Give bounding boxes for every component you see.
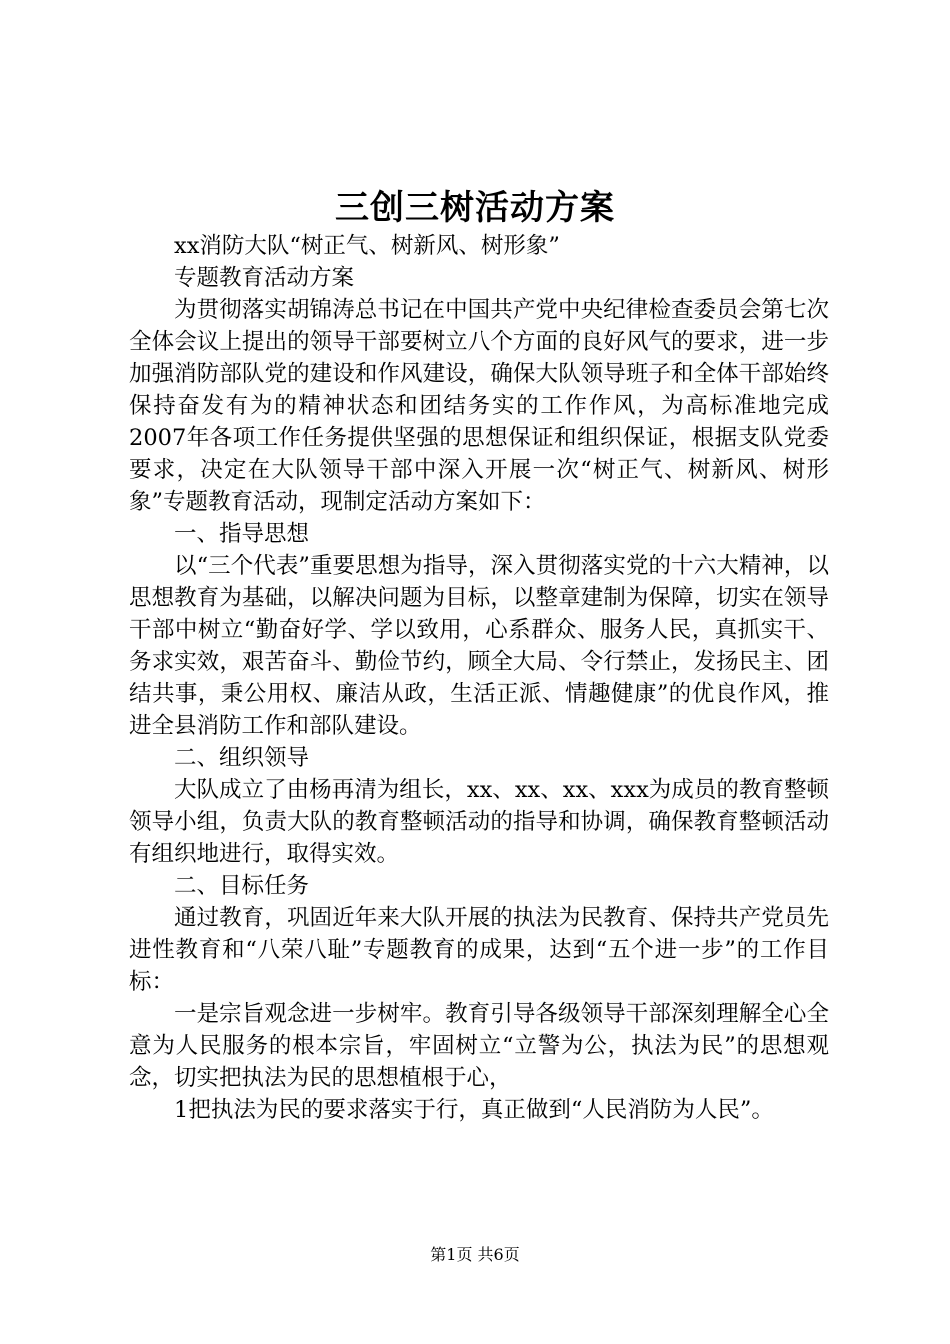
subtitle-line-2: 专题教育活动方案 (174, 265, 355, 291)
goal-one-continuation: 1把执法为民的要求落实于行，真正做到“人民消防为人民”。 (174, 1097, 774, 1123)
goals-paragraph: 通过教育，巩固近年来大队开展的执法为民教育、保持共产党员先进性教育和“八荣八耻”专题教育的成果，达到“五个进一步”的工作目标： (129, 905, 829, 995)
section-heading-goals: 二、目标任务 (174, 873, 310, 899)
document-title: 三创三树活动方案 (335, 188, 615, 228)
section-heading-organization: 二、组织领导 (174, 745, 310, 771)
intro-paragraph: 为贯彻落实胡锦涛总书记在中国共产党中央纪律检查委员会第七次全体会议上提出的领导干部要树立八个方面的良好风气的要求，进一步加强消防部队党的建设和作风建设，确保大队领导班子和全体干部始终保持奋发有为的精神状态和团结务实的工作作风，为高标准地完成2007年各项工作任务提供坚强的思想保证和组织保证，根据支队党委要求，决定在大队领导干部中深入开展一次“树正气、树新风、树形象”专题教育活动，现制定活动方案如下： (129, 297, 829, 515)
subtitle-line-1: xx消防大队“树正气、树新风、树形象” (174, 233, 560, 259)
page-footer: 第1页 共6页 (430, 1245, 520, 1264)
guiding-thought-paragraph: 以“三个代表”重要思想为指导，深入贯彻落实党的十六大精神，以思想教育为基础，以解决问题为目标，以整章建制为保障，切实在领导干部中树立“勤奋好学、学以致用，心系群众、服务人民，真抓实干、务求实效，艰苦奋斗、勤俭节约，顾全大局、令行禁止，发扬民主、团结共事，秉公用权、廉洁从政，生活正派、情趣健康”的优良作风，推进全县消防工作和部队建设。 (129, 553, 829, 739)
section-heading-guiding-thought: 一、指导思想 (174, 521, 310, 547)
goal-one-paragraph: 一是宗旨观念进一步树牢。教育引导各级领导干部深刻理解全心全意为人民服务的根本宗旨，牢固树立“立警为公，执法为民”的思想观念，切实把执法为民的思想植根于心， (129, 1001, 829, 1091)
organization-paragraph: 大队成立了由杨再清为组长，xx、xx、xx、xxx为成员的教育整顿领导小组，负责大队的教育整顿活动的指导和协调，确保教育整顿活动有组织地进行，取得实效。 (129, 777, 829, 867)
document-body (129, 230, 829, 1126)
